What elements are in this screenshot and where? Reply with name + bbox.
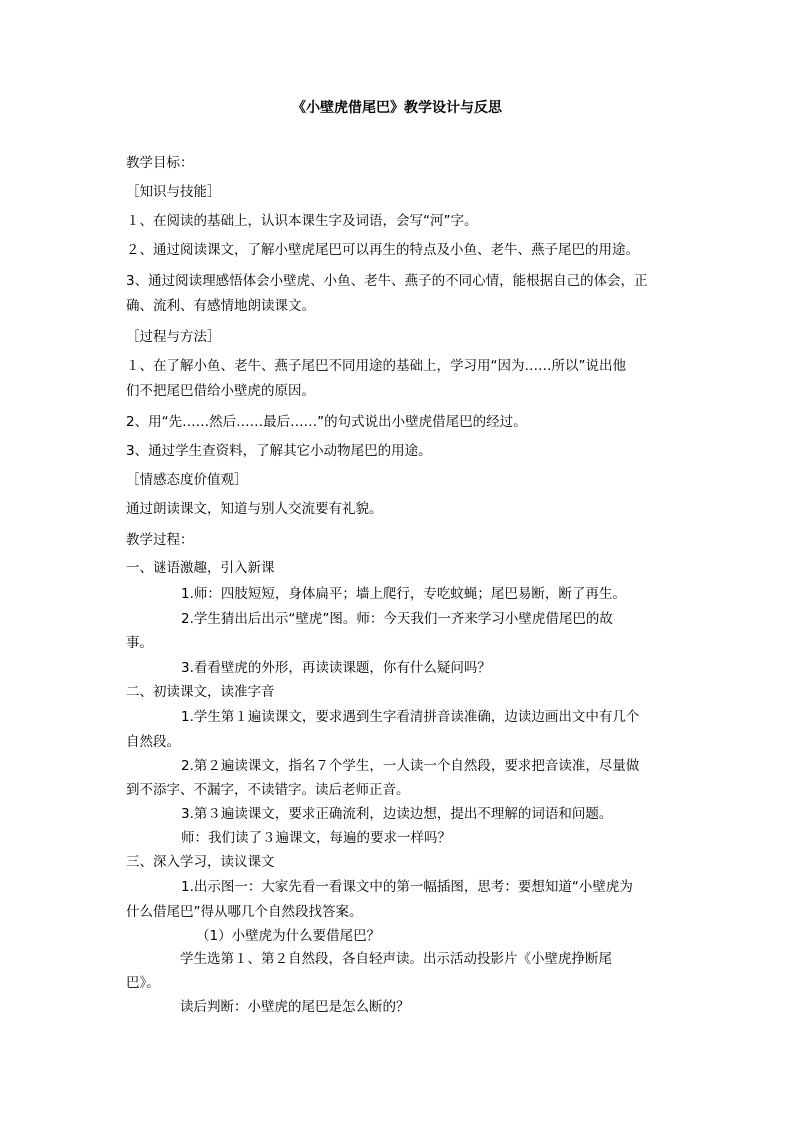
body-line: 自然段。: [126, 734, 180, 750]
body-line: 们不把尾巴借给小壁虎的原因。: [126, 383, 315, 399]
body-line: 2.学生猜出后出示“壁虎”图。师：今天我们一齐来学习小壁虎借尾巴的故: [181, 611, 613, 627]
body-line: 一、谜语激趣，引入新课: [126, 560, 275, 576]
body-line: 1.学生第１遍读课文，要求遇到生字看清拼音读准确，边读边画出文中有几个: [181, 709, 640, 725]
body-line: 教学目标：: [126, 155, 194, 171]
body-line: 通过朗读课文，知道与别人交流要有礼貌。: [126, 501, 383, 517]
body-line: １、在了解小鱼、老牛、燕子尾巴不同用途的基础上，学习用“因为……所以”说出他: [126, 358, 626, 374]
body-line: 1.出示图一：大家先看一看课文中的第一幅插图，思考：要想知道“小壁虎为: [181, 879, 633, 895]
body-line: 事。: [126, 635, 153, 651]
body-line: 2.第２遍读课文，指名７个学生，一人读一个自然段，要求把音读准，尽量做: [181, 758, 640, 774]
body-line: 3.看看壁虎的外形，再读读课题，你有什么疑问吗？: [181, 660, 491, 676]
body-line: 巴》。: [126, 975, 160, 991]
body-line: １、在阅读的基础上，认识本课生字及词语，会写“河”字。: [126, 213, 478, 229]
body-line: 3、通过学生查资料，了解其它小动物尾巴的用途。: [126, 443, 432, 459]
body-line: 学生选第１、第２自然段，各自轻声读。出示活动投影片《小壁虎挣断尾: [180, 951, 612, 967]
body-line: 1.师：四肢短短，身体扁平；墙上爬行，专吃蚊蝇；尾巴易断，断了再生。: [181, 586, 626, 602]
body-line: ２、通过阅读课文，了解小壁虎尾巴可以再生的特点及小鱼、老牛、燕子尾巴的用途。: [126, 242, 639, 258]
body-line: （1）小壁虎为什么要借尾巴？: [196, 928, 381, 944]
body-line: 到不添字、不漏字，不读错字。读后老师正音。: [126, 782, 410, 798]
body-line: 确、流利、有感情地朗读课文。: [126, 298, 315, 314]
body-line: 读后判断：小壁虎的尾巴是怎么断的？: [180, 999, 410, 1015]
body-line: 教学过程：: [126, 532, 194, 548]
body-line: 3、通过阅读理感悟体会小壁虎、小鱼、老牛、燕子的不同心情，能根据自己的体会，正: [126, 273, 648, 289]
body-line: ［知识与技能］: [126, 184, 221, 200]
document-title: 《小壁虎借尾巴》教学设计与反思: [292, 100, 502, 116]
body-line: 2、用“先……然后……最后……”的句式说出小壁虎借尾巴的经过。: [126, 414, 527, 430]
body-line: 师：我们读了３遍课文，每遍的要求一样吗？: [181, 830, 451, 846]
body-line: 三、深入学习，读议课文: [126, 854, 275, 870]
body-line: ［过程与方法］: [126, 329, 221, 345]
body-line: 3.第３遍读课文，要求正确流利，边读边想，提出不理解的词语和问题。: [181, 806, 613, 822]
body-line: 什么借尾巴”得从哪几个自然段找答案。: [126, 904, 363, 920]
body-line: ［情感态度价值观］: [126, 472, 248, 488]
body-line: 二、初读课文，读准字音: [126, 684, 275, 700]
